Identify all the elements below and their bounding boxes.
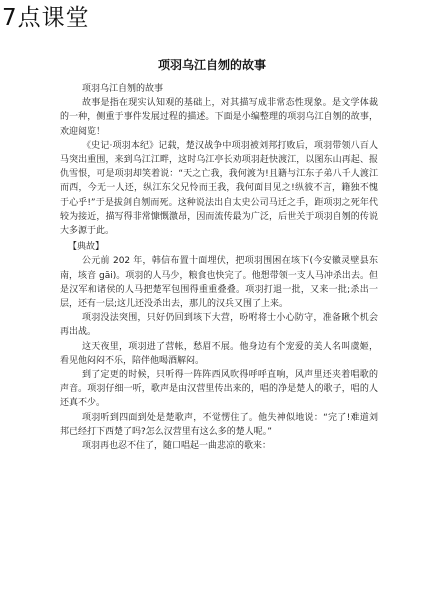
- document-paragraph: 《史记·项羽本纪》记载，楚汉战争中项羽被刘邦打败后，项羽带领八百人马突出重围，来到乌江江畔，这时乌江亭长劝项羽赶快渡江，以图东山再起、报仇雪恨，可是项羽却笑着说：“天之亡我，我何渡为!且籍与江东子弟八千人渡江而西，今无一人还，纵江东父兄怜而王我，我何面目见之!纵彼不言，籍独不愧于心乎!”于是拔剑自刎而死。这种说法出自太史公司马迁之手，距项羽之死年代较为接近，描写得非常慷慨激昂，因而流传最为广泛，后世关于项羽自刎的传说大多源于此。: [60, 140, 378, 237]
- document-paragraph: 项羽听到四面到处是楚歌声，不觉愣住了。他失神似地说：“完了!难道刘邦已经打下西楚了吗?怎么汉营里有这么多的楚人呢。”: [60, 412, 378, 437]
- document-title: 项羽乌江自刎的故事: [157, 58, 266, 72]
- document-paragraph: 故事是指在现实认知观的基础上，对其描写成非常态性现象。是文学体裁的一种，侧重于事件发展过程的描述。下面是小编整理的项羽乌江自刎的故事，欢迎阅览！: [60, 98, 378, 137]
- document-paragraph: 这天夜里，项羽进了营帐，愁眉不展。他身边有个宠爱的美人名叫虞姬，看见他闷闷不乐，陪伴他喝酒解闷。: [60, 341, 378, 366]
- document-paragraph: 项羽没法突围，只好仍回到垓下大营，吩咐将士小心防守，准备瞅个机会再出战。: [60, 313, 378, 338]
- site-logo[interactable]: 7点课堂: [2, 5, 90, 31]
- document-paragraph: 项羽乌江自刎的故事: [82, 84, 164, 94]
- document-paragraph: 到了定更的时候，只听得一阵阵西风吹得呼呼直响，风声里还夹着唱歌的声音。项羽仔细一听，歌声是由汉营里传出来的，唱的净是楚人的歌子，唱的人还真不少。: [60, 370, 378, 409]
- section-heading: 【典故】: [68, 242, 105, 253]
- document-paragraph: 项羽再也忍不住了，随口唱起一曲悲凉的歌来：: [82, 441, 272, 452]
- document-body: [60, 82, 378, 453]
- document-paragraph: 公元前 202 年，韩信布置十面埋伏，把项羽围困在垓下(今安徽灵壁县东南，垓音 gāi)。项羽的人马少，粮食也快完了。他想带领一支人马冲杀出去。但是汉军和诸侯的人马把楚军包围得重重叠叠。项羽打退一批，又来一批;杀出一层，还有一层;这儿还没杀出去，那儿的汉兵又围了上来。: [60, 256, 378, 310]
